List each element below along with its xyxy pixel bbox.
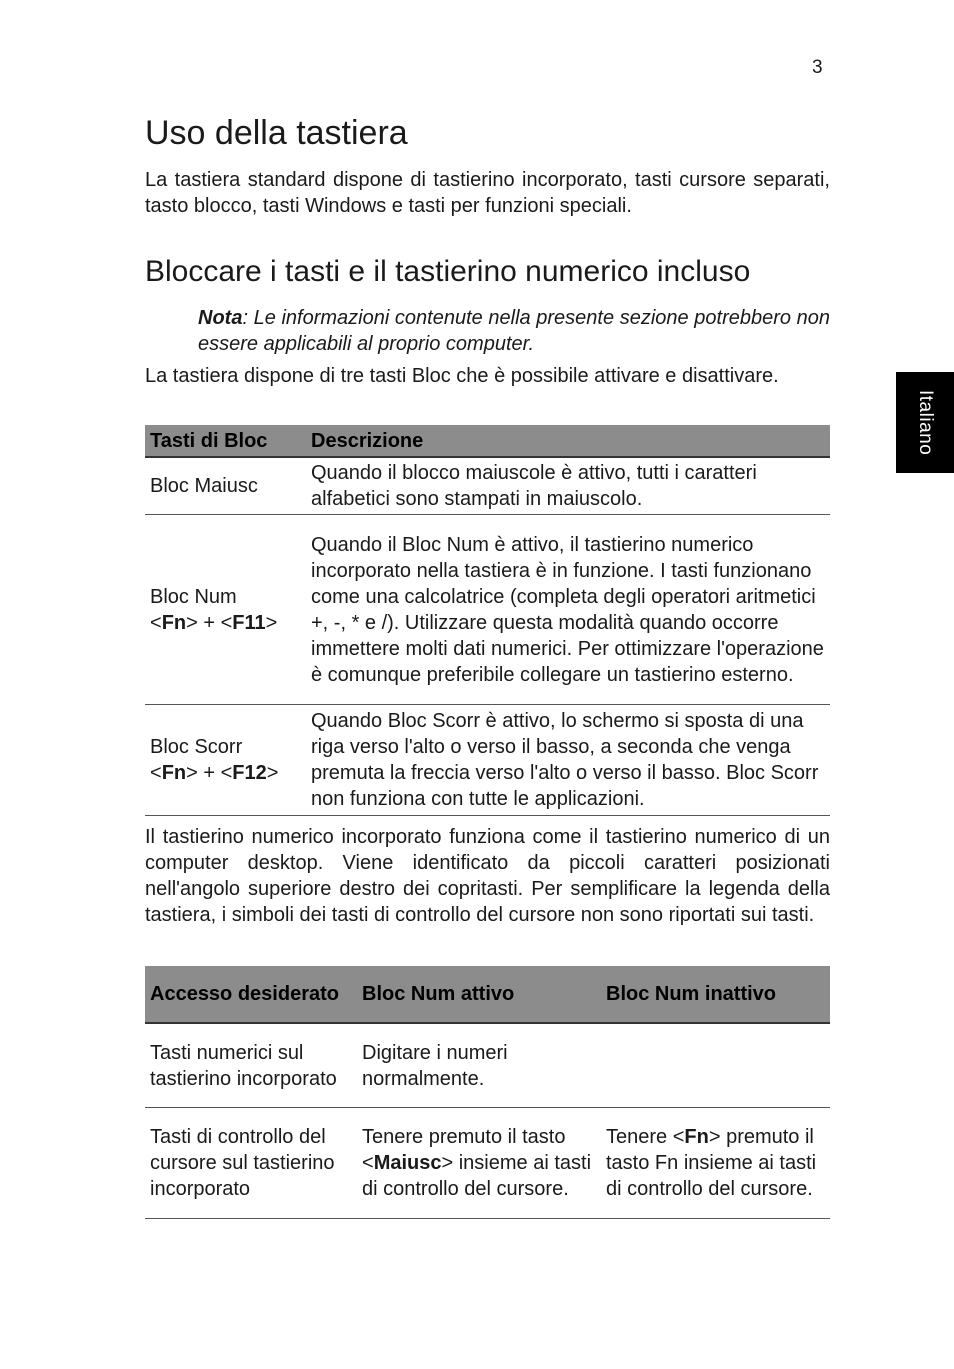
note-text: : Le informazioni contenute nella presente sezione potrebbero non essere applicabili al proprio computer.	[198, 307, 830, 355]
numlock-off-cell	[601, 1108, 830, 1219]
language-tab	[896, 372, 954, 473]
key-name: Maiusc	[373, 1152, 442, 1174]
cell-text: > premuto il tasto Fn insieme ai tasti di controllo del cursore.	[606, 1126, 817, 1200]
keypad-intro-paragraph: Il tastierino numerico incorporato funziona come il tastierino numerico di un computer desktop. Viene identificato da piccoli caratteri posizionati nell'angolo superiore destro dei copritasti. Per semplificare la legenda della tastiera, i simboli dei tasti di controllo del cursore non sono riportati sui tasti.	[145, 826, 830, 926]
description-cell: Quando il Bloc Num è attivo, il tastierino numerico incorporato nella tastiera è in funzione. I tasti funzionano come una calcolatrice (completa degli operatori aritmetici +, -, * e /). Utilizzare questa modalità quando occorre immettere molti dati numerici. Per ottimizzare l'operazione è comunque preferibile collegare un tastierino esterno.	[306, 515, 830, 705]
language-tab-label: Italiano	[915, 389, 936, 456]
access-table	[145, 966, 830, 1219]
table-header-row	[145, 966, 830, 1023]
intro-paragraph: La tastiera standard dispone di tastierino incorporato, tasti cursore separati, tasto blocco, tasti Windows e tasti per funzioni speciali.	[145, 169, 830, 217]
header-cell: Descrizione	[306, 425, 830, 457]
header-cell: Accesso desiderato	[145, 966, 357, 1023]
numlock-off-cell	[601, 1023, 830, 1108]
key-name: Bloc Num	[150, 585, 237, 608]
note-label: Nota	[198, 307, 243, 329]
description-cell: Quando il blocco maiuscole è attivo, tutti i caratteri alfabetici sono stampati in maiuscolo.	[306, 457, 830, 515]
section-title: Bloccare i tasti e il tastierino numerico incluso	[145, 255, 751, 288]
description-cell: Quando Bloc Scorr è attivo, lo schermo si sposta di una riga verso l'alto o verso il basso, a seconda che venga premuta la freccia verso l'alto o verso il basso. Bloc Scorr non funziona con tutte le applicazioni.	[306, 705, 830, 816]
cell-text: Tenere premuto il tasto <	[362, 1126, 566, 1174]
table-header-row	[145, 425, 830, 457]
cell-text: > insieme ai tasti di controllo del cursore.	[362, 1152, 592, 1200]
key-name: Bloc Scorr	[150, 736, 243, 758]
numlock-on-cell: Digitare i numeri normalmente.	[357, 1023, 601, 1108]
header-cell: Tasti di Bloc	[145, 425, 306, 457]
key-combo-fn: Fn	[161, 611, 187, 634]
table-row	[145, 457, 830, 515]
table-row	[145, 515, 830, 705]
table-row	[145, 705, 830, 816]
header-cell: Bloc Num attivo	[357, 966, 601, 1023]
access-cell: Tasti numerici sul tastierino incorporato	[145, 1023, 357, 1108]
table-row	[145, 1023, 830, 1108]
key-cell: Bloc Maiusc	[145, 457, 306, 515]
key-cell: Bloc Scorr <Fn> + <F12>	[145, 705, 306, 816]
header-cell: Bloc Num inattivo	[601, 966, 830, 1023]
cell-text: Tenere <	[606, 1126, 685, 1148]
note-paragraph	[198, 305, 830, 357]
access-cell: Tasti di controllo del cursore sul tastierino incorporato	[145, 1108, 357, 1219]
numlock-on-cell	[357, 1108, 601, 1219]
page-title: Uso della tastiera	[145, 114, 408, 152]
key-name: Fn	[684, 1126, 709, 1148]
lock-keys-table	[145, 425, 830, 816]
lock-intro-paragraph: La tastiera dispone di tre tasti Bloc che è possibile attivare e disattivare.	[145, 365, 779, 387]
key-combo-key: F11	[232, 611, 266, 634]
key-cell: Bloc Num <Fn> + <F11>	[145, 515, 306, 705]
key-combo-key: F12	[232, 762, 267, 784]
key-combo-fn: Fn	[161, 762, 187, 784]
page-number: 3	[812, 57, 823, 78]
table-row	[145, 1108, 830, 1219]
